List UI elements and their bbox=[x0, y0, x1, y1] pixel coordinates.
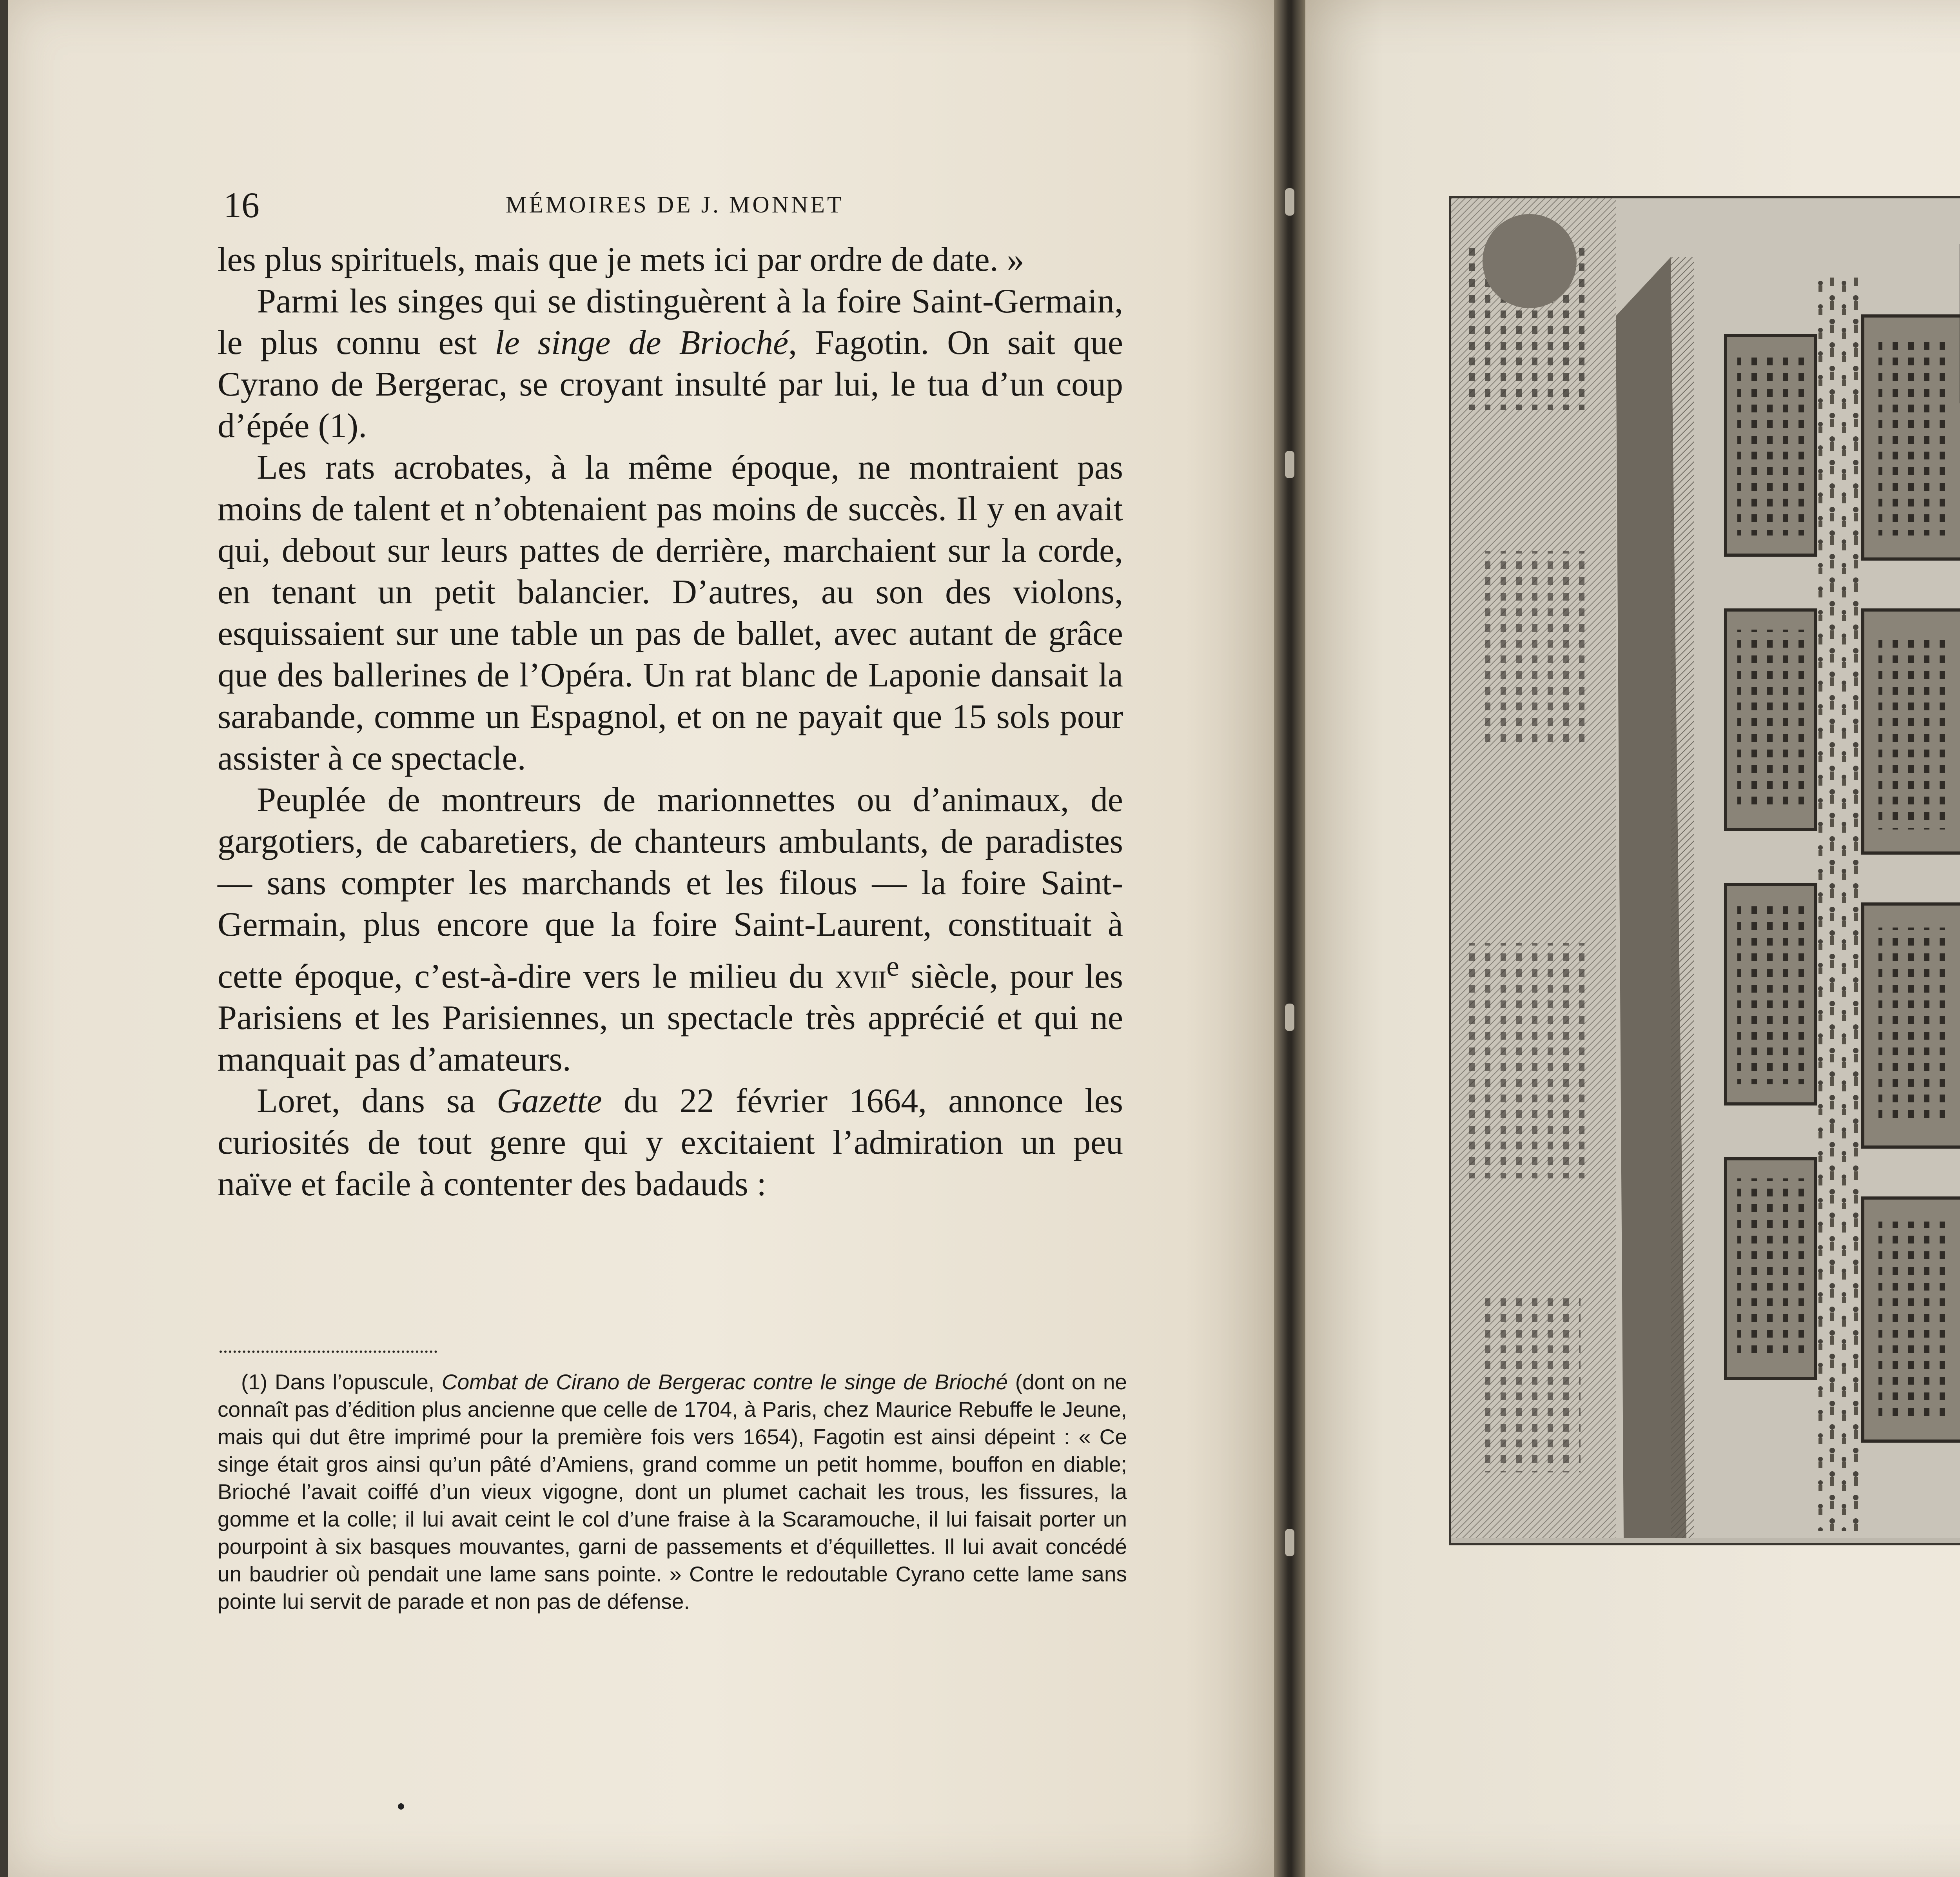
fair-engraving-illustration bbox=[1451, 198, 1960, 1538]
binding-stitch bbox=[1285, 188, 1294, 216]
text-run: le singe de Brioché bbox=[495, 324, 789, 362]
text-run: xvii bbox=[835, 957, 887, 996]
paragraph bbox=[218, 779, 1123, 1080]
printer-mark bbox=[398, 1803, 404, 1810]
text-run: Gazette bbox=[497, 1082, 602, 1120]
engraving-plate bbox=[1449, 196, 1960, 1545]
running-head: MÉMOIRES DE J. MONNET bbox=[506, 192, 844, 218]
footnote-text bbox=[218, 1368, 1127, 1615]
text-run: Les rats acrobates, à la même époque, ne montraient pas moins de talent et n’obtenaient pas moins de succès. Il y en avait qui, debout sur leurs pattes de derrière, marchaient sur la corde, en tenant un petit balancier. D’autres, au son des violons, esquissaient sur une table un pas de ballet, avec autant de grâce que des ballerines de l’Opéra. Un rat blanc de Laponie dansait la sarabande, comme un Espagnol, et on ne payait que 15 sols pour assister à ce spectacle. bbox=[218, 448, 1123, 777]
text-run: siècle, pour les Parisiens et les Parisiennes, un spectacle très apprécié et qui ne manquait pas d’amateurs. bbox=[218, 957, 1123, 1079]
binding-stitch bbox=[1285, 1529, 1294, 1556]
paragraph bbox=[218, 447, 1123, 779]
text-run: Loret, dans sa bbox=[257, 1082, 497, 1120]
text-run: du 22 février 1664, annonce les curiosités de tout genre qui y excitaient l’admiration un peu naïve et facile à contenter des badauds : bbox=[218, 1082, 1123, 1204]
binding-stitch bbox=[1285, 451, 1294, 478]
binding-stitch bbox=[1285, 1004, 1294, 1031]
paragraph bbox=[218, 281, 1123, 447]
paragraph bbox=[218, 1080, 1123, 1205]
book-gutter bbox=[1274, 0, 1305, 1877]
paragraph bbox=[218, 239, 1123, 281]
text-run: Combat de Cirano de Bergerac contre le singe de Brioché bbox=[441, 1370, 1008, 1394]
text-run: (dont on ne connaît pas d’édition plus ancienne que celle de 1704, à Paris, chez Maurice Rebuffe le Jeune, mais qui dut être imprimé pour la première fois vers 1654), Fagotin est ainsi dépeint : « Ce singe était gros ainsi qu’un pâté d’Amiens, grand comme un petit homme, bouffon en diable; Brioché l’avait coiffé d’un vieux vigogne, dont un plumet cachait les trous, les fissures, la gomme et la colle; il lui avait ceint le col d’une fraise à la Scaramouche, il lui faisait porter un pourpoint à six basques mouvantes, garni de passements et d’équillettes. Il lui avait concédé un baudrier où pendait une lame sans pointe. » Contre le redoutable Cyrano cette lame sans pointe lui servit de parade et non pas de défense. bbox=[218, 1370, 1127, 1614]
text-run: e bbox=[886, 950, 899, 982]
body-text bbox=[218, 239, 1123, 1205]
footnote-rule bbox=[220, 1347, 437, 1353]
text-run: les plus spirituels, mais que je mets ici par ordre de date. » bbox=[218, 241, 1024, 279]
page-number: 16 bbox=[223, 185, 260, 225]
text-run: Parmi les singes qui se distinguèrent à la foire Saint-Germain, le plus connu est bbox=[218, 282, 1123, 362]
text-run: , Fagotin. On sait que Cyrano de Bergerac, se croyant insulté par lui, le tua d’un coup d’épée (1). bbox=[218, 324, 1123, 445]
text-run: (1) Dans l’opuscule, bbox=[241, 1370, 442, 1394]
footnote bbox=[218, 1368, 1127, 1615]
text-run: Peuplée de montreurs de marionnettes ou d’animaux, de gargotiers, de cabaretiers, de chanteurs ambulants, de paradistes — sans compter les marchands et les filous — la foire Saint-Germain, plus encore que la foire Saint-Laurent, constituait à cette époque, c’est-à-dire vers le milieu du bbox=[218, 781, 1123, 996]
